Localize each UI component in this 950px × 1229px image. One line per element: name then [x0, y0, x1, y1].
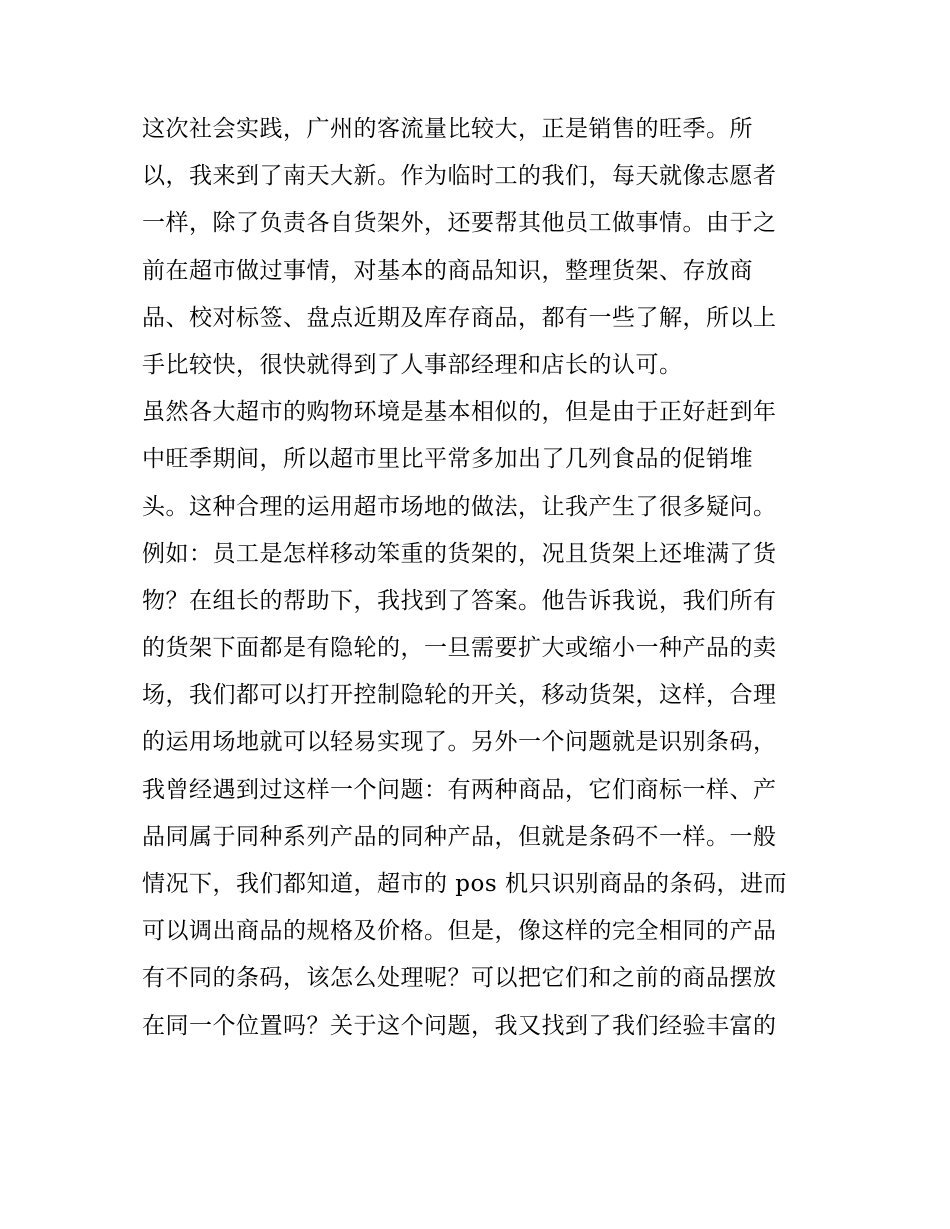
text-line: 品、校对标签、盘点近期及库存商品，都有一些了解，所以上	[142, 304, 777, 331]
text-line: 物？在组长的帮助下，我找到了答案。他告诉我说，我们所有	[142, 587, 777, 614]
text-line: 前在超市做过事情，对基本的商品知识，整理货架、存放商	[142, 257, 753, 284]
text-line: 场，我们都可以打开控制隐轮的开关，移动货架，这样，合理	[142, 682, 777, 709]
text-line: 例如：员工是怎样移动笨重的货架的，况且货架上还堆满了货	[142, 540, 777, 567]
text-line: 这次社会实践，广州的客流量比较大，正是销售的旺季。所	[142, 116, 753, 142]
body-text	[142, 106, 822, 1050]
text-line: 中旺季期间，所以超市里比平常多加出了几列食品的促销堆	[142, 446, 753, 473]
text-line: 头。这种合理的运用超市场地的做法，让我产生了很多疑问。	[142, 493, 777, 520]
text-line: 我曾经遇到过这样一个问题：有两种商品，它们商标一样、产	[142, 776, 777, 803]
text-line: 虽然各大超市的购物环境是基本相似的，但是由于正好赶到年	[142, 399, 777, 426]
text-line: 以，我来到了南天大新。作为临时工的我们，每天就像志愿者	[142, 163, 777, 190]
text-line: 可以调出商品的规格及价格。但是，像这样的完全相同的产品	[142, 918, 777, 945]
text-line: 手比较快，很快就得到了人事部经理和店长的认可。	[142, 351, 683, 378]
text-line: 品同属于同种系列产品的同种产品，但就是条码不一样。一般	[142, 823, 777, 850]
text-line: 有不同的条码，该怎么处理呢？可以把它们和之前的商品摆放	[142, 965, 777, 992]
text-line: 的货架下面都是有隐轮的，一旦需要扩大或缩小一种产品的卖	[142, 635, 777, 662]
text-line: 一样，除了负责各自货架外，还要帮其他员工做事情。由于之	[142, 210, 777, 237]
text-line: 在同一个位置吗？关于这个问题，我又找到了我们经验丰富的	[142, 1012, 777, 1039]
text-line: 的运用场地就可以轻易实现了。另外一个问题就是识别条码，	[142, 729, 777, 756]
text-line: 情况下，我们都知道，超市的 pos 机只识别商品的条码，进而	[142, 871, 787, 897]
